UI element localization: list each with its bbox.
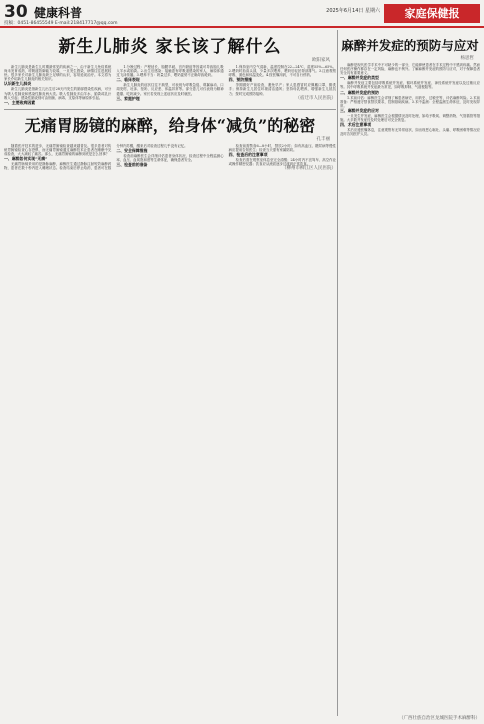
page-number: 30 [4, 2, 28, 22]
paragraph: 麻醉并发症主要包括呼吸系统并发症、循环系统并发症、神经系统并发症以及过敏反应等。其中呼吸系统并发症最为常见，如呼吸抑制、气道梗阻等。 [340, 81, 480, 90]
paragraph: 1.保持室内空气清新，温度控制在22—24℃，湿度55%—65%。2.喂奶时抬高头部，少量多次喂养，喂奶后轻拍背部排气。3.注意观察呼吸、面色和体温变化。4.按医嘱用药，不可自行停药。 [228, 65, 336, 78]
paragraph: 新生儿肺炎是指新生儿出生后28天内发生的肺部感染性疾病，可分为吸入性肺炎和感染性肺炎两大类。吸入性肺炎多由羊水、胎粪或乳汁吸入引起；感染性肺炎则可由细菌、病毒、支原体等病原体引起。 [4, 87, 112, 100]
article-title: 无痛胃肠镜的麻醉，给身体“减负”的秘密 [24, 115, 316, 135]
article-title: 新生儿肺炎 家长该了解什么 [58, 37, 282, 57]
article-credit: （柳州市柳江区人民医院） [281, 166, 336, 172]
paragraph: 孕期做好产前检查，避免早产；家人患感冒时应佩戴口罩，勤洗手；保持新生儿居住环境清洁通风；坚持母乳喂养，增强新生儿抵抗力；按时完成预防接种。 [228, 83, 336, 96]
article-title: 麻醉并发症的预防与应对 [341, 38, 479, 53]
article-credit: （广西壮族自治区龙城医院手术麻醉科） [399, 716, 480, 721]
page-header [0, 0, 484, 28]
subheading: 三、检查前的准备 [116, 162, 148, 168]
article-byline: 孔丰丽 [316, 136, 330, 142]
article-neonatal-pneumonia [4, 32, 336, 105]
article-body [4, 65, 336, 105]
subheading: 四、术后注意事项 [340, 122, 372, 128]
subheading: 二、临床表现 [116, 77, 140, 83]
left-column [4, 30, 336, 171]
article-divider [4, 109, 336, 110]
paragraph: 检查后需在观察室休息至完全清醒；24小时内不宜驾车、高空作业或操作精密仪器；饮食应从流质逐步过渡到正常饮食。 [228, 158, 336, 167]
article-body [4, 144, 336, 172]
column-divider [337, 30, 338, 716]
subheading: 四、检查后的注意事项 [228, 152, 268, 158]
subheading: 二、麻醉并发症的预防 [340, 89, 379, 95]
subheading: 一、麻醉并发症的类型 [340, 75, 379, 81]
subheading: 一、麻醉如何实现“无痛” [4, 156, 48, 162]
paragraph: 新生儿肺炎是新生儿时期最常见的疾病之一，由于新生儿免疫系统尚未发育成熟，呼吸道防御能力较弱，一旦发生感染，病情往往进展较快。很多家长对新生儿肺炎缺乏足够的认识，容易延误治疗。本文将为家长介绍新生儿肺炎的相关知识。 [4, 65, 112, 82]
section-title: 健康科普 [34, 6, 83, 20]
right-column [340, 30, 480, 138]
paragraph: 一旦发生并发症，麻醉医生会根据情况及时处理，如给予吸氧、调整药物、气管插管等措施。大多数并发症经及时处理后可完全恢复。 [340, 114, 480, 123]
newspaper-name-box: 家庭保健报 [384, 4, 480, 23]
paragraph: 麻醉是现代医学手术中不可缺少的一部分，它能够使患者在手术过程中不感到疼痛。然而任何医疗操作都存在一定风险，麻醉也不例外。了解麻醉并发症的预防与应对，对于保障患者安全具有重要意义。 [340, 63, 480, 76]
article-credit: （宿迁市人民医院） [295, 95, 336, 101]
subheading: 三、麻醉并发症的应对 [340, 107, 379, 113]
contact-line: 投稿：0451-86455549 E-mail:218417717@qq.com [4, 21, 118, 26]
subheading: 四、预防措施 [228, 77, 252, 83]
subheading: 二、安全保障措施 [116, 147, 148, 153]
subheading: 一、主要致病因素 [4, 99, 36, 105]
paragraph: 无痛胃肠镜采用的是静脉麻醉，麻醉医生通过静脉注射短效麻醉药物，患者在数十秒内进入睡眠状态。检查结束后停止给药，患者可在数分钟内苏醒，醒来后对检查过程几乎没有记忆。 [4, 143, 188, 171]
article-byline: 欧阳家风 [312, 58, 330, 63]
paragraph: 新生儿肺炎的症状往往不典型，可表现为呼吸急促、鼻翼扇动、口周发绀、吐沫、拒奶、反应差、体温异常等。部分患儿可仅表现为精神萎靡、吃奶减少。家长若发现上述症状应及时就医。 [116, 83, 224, 96]
subheading: 认识新生儿肺炎 [4, 81, 32, 87]
article-painless-endoscopy [4, 113, 336, 172]
paragraph: 术后应遵医嘱休息，注意观察有无异常症状，如出现恶心呕吐、头痛、呼吸困难等情况应及时告知医护人员。 [340, 128, 480, 137]
paragraph: 检查前麻醉医生会详细评估患者身体状况，检查过程中全程监测心率、血压、血氧饱和度等生命体征，确保患者安全。 [116, 154, 224, 163]
paragraph: 1.术前评估：麻醉医生会详细了解患者病史、用药史、过敏史等，评估麻醉风险。2.术前准备：严格遵守禁食禁饮要求，控制基础疾病。3.术中监测：全程监测生命体征，及时发现异常。 [340, 95, 480, 108]
paragraph: 1.分娩过程：产程延长、胎膜早破、宫内窘迫等因素可导致胎儿吸入羊水或胎粪。2.出生后感染：接触患有呼吸道感染的家人，病原体通过飞沫传播。3.喂养不当：奶量过多、喂奶姿势不正确导致呛奶。 [116, 65, 224, 78]
article-byline: 杨思哲 [460, 56, 474, 61]
issue-date: 2025年6月14日 星期六 [326, 8, 380, 14]
subheading: 三、家庭护理 [116, 95, 140, 101]
paragraph: 随着医疗技术的进步，无痛胃肠镜检查越来越普及。很多患者对传统胃肠镜检查心存恐惧，而无痛胃肠镜通过麻醉技术让患者在睡眠中完成检查，大大减轻了痛苦。那么，无痛胃肠镜的麻醉到底是怎么回事？ [4, 143, 112, 157]
paragraph: 检查前需禁食6—8小时，禁饮2小时；如有高血压、糖尿病等慢性病应提前告知医生；检查当天需有家属陪同。 [228, 143, 336, 152]
article-body [340, 63, 480, 137]
